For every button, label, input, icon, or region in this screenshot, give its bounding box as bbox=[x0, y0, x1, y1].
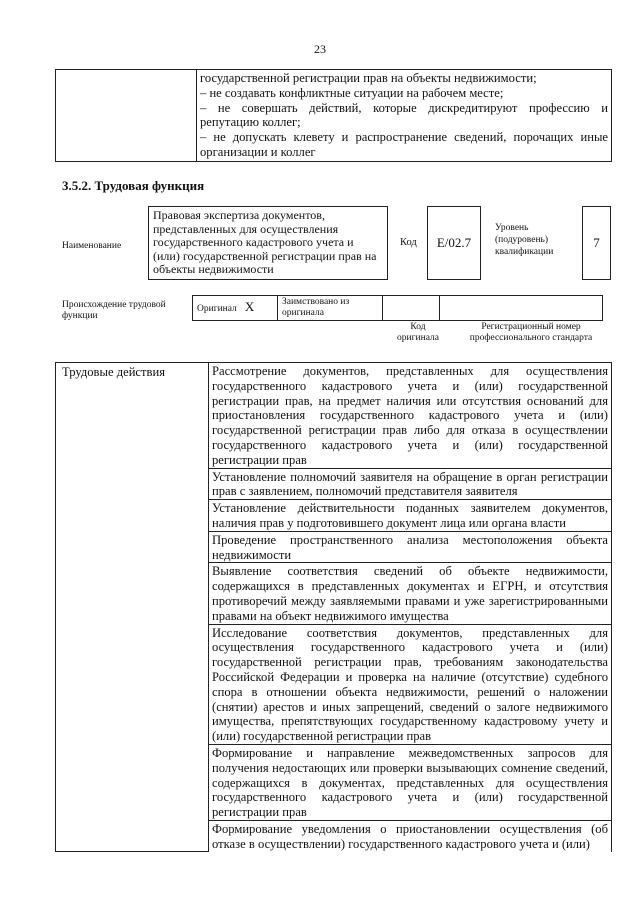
code-label: Код bbox=[400, 237, 417, 248]
action-cell: Формирование и направление межведомственных запросов для получения недостающих или проверки вызывающих сомнение сведений, содержащихся в документах, представленных для осуществления государственного кадастрового учета и (или) государственной регистрации прав bbox=[209, 744, 612, 820]
continuation-line: – не совершать действий, которые дискредитируют профессию и репутацию коллег; bbox=[200, 100, 608, 130]
origin-table bbox=[192, 295, 603, 321]
continuation-left-cell bbox=[56, 70, 197, 162]
continuation-line: государственной регистрации прав на объекты недвижимости; bbox=[200, 71, 537, 85]
borrowed-label: Заимствовано из оригинала bbox=[278, 296, 383, 321]
origin-label: Происхождение трудовой функции bbox=[62, 300, 166, 321]
continuation-table bbox=[55, 69, 612, 162]
action-cell: Установление полномочий заявителя на обращение в орган регистрации прав с заявлением, полномочий представителя заявителя bbox=[209, 468, 612, 500]
level-label: Уровень (подуровень) квалификации bbox=[495, 223, 554, 257]
function-name-value: Правовая экспертиза документов, представленных для осуществления государственного кадастрового учета и (или) государственной регистрации прав на объекты недвижимости bbox=[148, 206, 388, 280]
continuation-line: – не допускать клевету и распространение сведений, порочащих иные организации и коллег bbox=[200, 130, 608, 159]
action-cell: Исследование соответствия документов, представленных для осуществления государственного кадастрового учета и (или) государственной регистрации прав, требованиям законодательства Российской Федерации и проверка на наличие (отсутствие) судебного спора в отношении объекта недвижимости, решений о наложении (снятии) арестов и иных запрещений, сведений о залоге недвижимого имущества, препятствующих государственному кадастровому учету и (или) государственной регистрации прав bbox=[209, 624, 612, 744]
original-cell bbox=[193, 296, 278, 321]
action-cell: Формирование уведомления о приостановлении осуществления (об отказе в осуществлении) государственного кадастрового учета и (или) bbox=[209, 820, 612, 851]
actions-label: Трудовые действия bbox=[56, 363, 209, 852]
continuation-text-cell bbox=[197, 70, 612, 162]
continuation-line: – не создавать конфликтные ситуации на рабочем месте; bbox=[200, 85, 504, 100]
action-cell: Проведение пространственного анализа местоположения объекта недвижимости bbox=[209, 531, 612, 563]
labor-actions-table bbox=[55, 362, 612, 852]
registration-number-caption: Регистрационный номер профессионального стандарта bbox=[469, 322, 593, 343]
original-label: Оригинал bbox=[197, 304, 237, 314]
action-cell: Выявление соответствия сведений об объекте недвижимости, содержащихся в представленных документах и ЕГРН, и отсутствия противоречий между заявляемыми правами и уже зарегистрированными правами на объект недвижимого имущества bbox=[209, 563, 612, 624]
action-cell: Рассмотрение документов, представленных для осуществления государственного кадастрового учета и (или) государственной регистрации прав, на предмет наличия или отсутствия оснований для приостановления государственного кадастрового учета и (или) государственной регистрации прав либо для отказа в осуществлении государственного кадастрового учета и (или) государственной регистрации прав bbox=[209, 363, 612, 469]
action-cell: Установление действительности поданных заявителем документов, наличия прав у подготовившего документ лица или органа власти bbox=[209, 500, 612, 532]
name-label: Наименование bbox=[62, 241, 122, 251]
level-value: 7 bbox=[582, 206, 611, 280]
code-original-caption: Код оригинала bbox=[397, 322, 439, 343]
page-number: 23 bbox=[314, 42, 326, 56]
section-heading: 3.5.2. Трудовая функция bbox=[62, 178, 205, 193]
original-mark: X bbox=[244, 299, 255, 314]
registration-number-cell bbox=[440, 296, 603, 321]
original-code-cell bbox=[383, 296, 440, 321]
function-code-value: E/02.7 bbox=[427, 206, 481, 280]
